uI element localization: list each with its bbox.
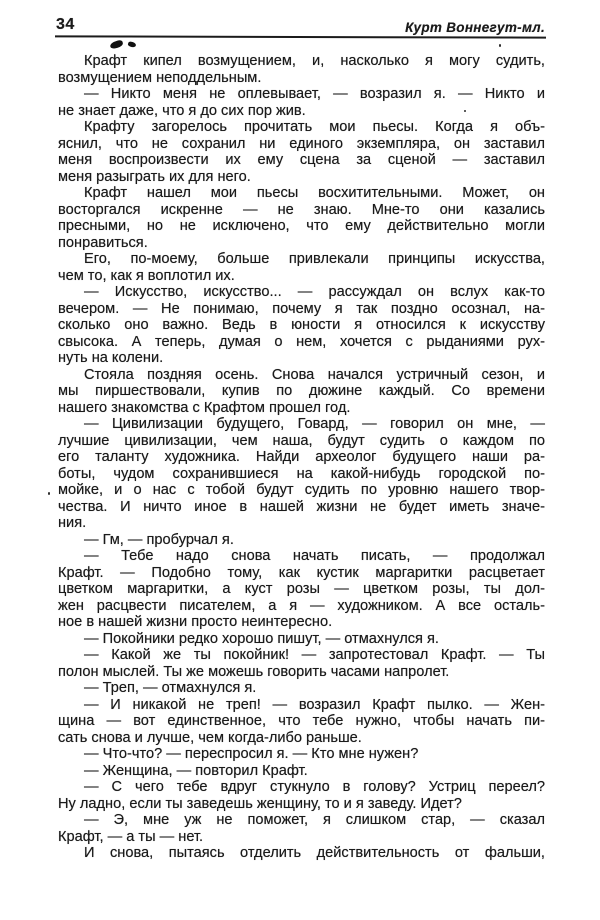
ink-smudge — [109, 40, 123, 50]
text-line: — Какой же ты покойник! — запротестовал Крафт. — Ты — [84, 647, 545, 663]
ink-smudge — [127, 41, 136, 48]
text-block — [58, 53, 545, 862]
text-line: Стояла поздняя осень. Снова начался устричный сезон, и — [84, 366, 545, 383]
text-line: сколько оно важно. Ведь в юности я относился к искусству — [58, 317, 545, 333]
text-line: мойке, и о нас с тобой будут судить по уровню нашего твор- — [58, 482, 545, 498]
text-line: — Искусство, искусство... — рассуждал он вслух как-то — [84, 284, 545, 300]
text-line: пресными, но не исключено, что ему действительно могли — [58, 218, 545, 234]
text-line: вечером. — Не понимаю, почему я так поздно осознал, на- — [58, 300, 545, 317]
text-line: Крафт нашел мои пьесы восхитительными. Может, он — [84, 185, 545, 201]
text-line: Его, по-моему, больше привлекали принципы искусства, — [84, 251, 545, 267]
text-line: лучшие цивилизации, чем наша, будут судить о каждом по — [58, 432, 545, 449]
text-line: — Гм, — пробурчал я. — [84, 531, 234, 548]
text-line: чем то, как я воплотил их. — [58, 267, 235, 284]
text-line: боты, чудом сохранившиеся на какой-нибудь городской по- — [58, 465, 545, 482]
text-line: — И никакой не треп! — возразил Крафт пылко. — Жен- — [84, 696, 545, 713]
text-line: — Тебе надо снова начать писать, — продолжал — [84, 548, 545, 564]
text-line: меня воспроизвести их ему сцена за сценой — заставил — [58, 152, 545, 168]
text-line: щина — вот единственное, что тебе нужно, чтобы начать пи- — [58, 713, 545, 729]
text-line: мы пиршествовали, купив по дюжине каждый. Со времени — [58, 383, 545, 399]
text-line: — Никто меня не оплевывает, — возразил я. — Никто и — [84, 86, 545, 102]
page-number: 34 — [56, 16, 75, 33]
text-line: яснил, что не сохранил ни единого экземпляра, он заставил — [58, 135, 545, 152]
page-header — [56, 13, 545, 37]
text-line: Крафту загорелось прочитать мои пьесы. Когда я объ- — [84, 119, 545, 135]
text-line: Крафт, — а ты — нет. — [58, 828, 204, 845]
scan-speck — [48, 492, 50, 495]
text-line: Ну ладно, если ты заведешь женщину, то и я заведу. Идет? — [58, 795, 462, 812]
text-line: ния. — [58, 515, 87, 531]
text-line: — Цивилизации будущего, Говард, — говорил он мне, — — [84, 416, 545, 432]
text-line: нашего знакомства с Крафтом прошел год. — [58, 399, 351, 416]
text-line: его таланту художника. Найди археолог будущего наши ра- — [58, 449, 545, 465]
text-line: цветком маргаритки, а куст розы — цветком розы, ты дол- — [58, 581, 545, 597]
scan-speck — [499, 44, 501, 47]
text-line: не знает даже, что я до сих пор жив. — [58, 102, 306, 119]
running-title: Курт Воннегут-мл. — [405, 20, 545, 35]
text-line: — Э, мне уж не поможет, я слишком стар, — сказал — [84, 812, 545, 828]
text-line: сать снова и лучше, чем когда-либо раньше. — [58, 729, 362, 746]
text-line: — С чего тебе вдруг стукнуло в голову? Устриц переел? — [84, 779, 545, 795]
text-line: — Покойники редко хорошо пишут, — отмахнулся я. — [84, 630, 439, 647]
text-line: свысока. А теперь, думая о нем, хочется с рыданиями рух- — [58, 333, 545, 350]
text-line: возмущением неподдельным. — [58, 69, 262, 86]
text-line: И снова, пытаясь отделить действительность от фальши, — [84, 845, 545, 861]
text-line: Крафт кипел возмущением, и, насколько я могу судить, — [84, 53, 545, 69]
text-line: — Что-что? — переспросил я. — Кто мне нужен? — [84, 746, 419, 762]
text-line: восторгался искренне — не знаю. Мне-то они казались — [58, 201, 545, 218]
text-line: понравиться. — [58, 234, 148, 251]
text-line: жен расцвести писателем, а я — художником. А все осталь- — [58, 597, 545, 614]
header-rule — [55, 35, 546, 38]
text-line: полон мыслей. Ты же можешь говорить часами напролет. — [58, 663, 450, 680]
text-line: нуть на колени. — [58, 350, 164, 366]
text-line: — Треп, — отмахнулся я. — [84, 680, 257, 696]
text-line: меня разыграть их для него. — [58, 168, 251, 185]
text-line: Крафт. — Подобно тому, как кустик маргаритки расцветает — [58, 564, 545, 581]
text-line: ное в нашей жизни просто неинтересно. — [58, 614, 333, 630]
text-line: — Женщина, — повторил Крафт. — [84, 762, 308, 779]
text-line: чества. И ничто иное в нашей жизни не будет иметь значе- — [58, 498, 545, 515]
